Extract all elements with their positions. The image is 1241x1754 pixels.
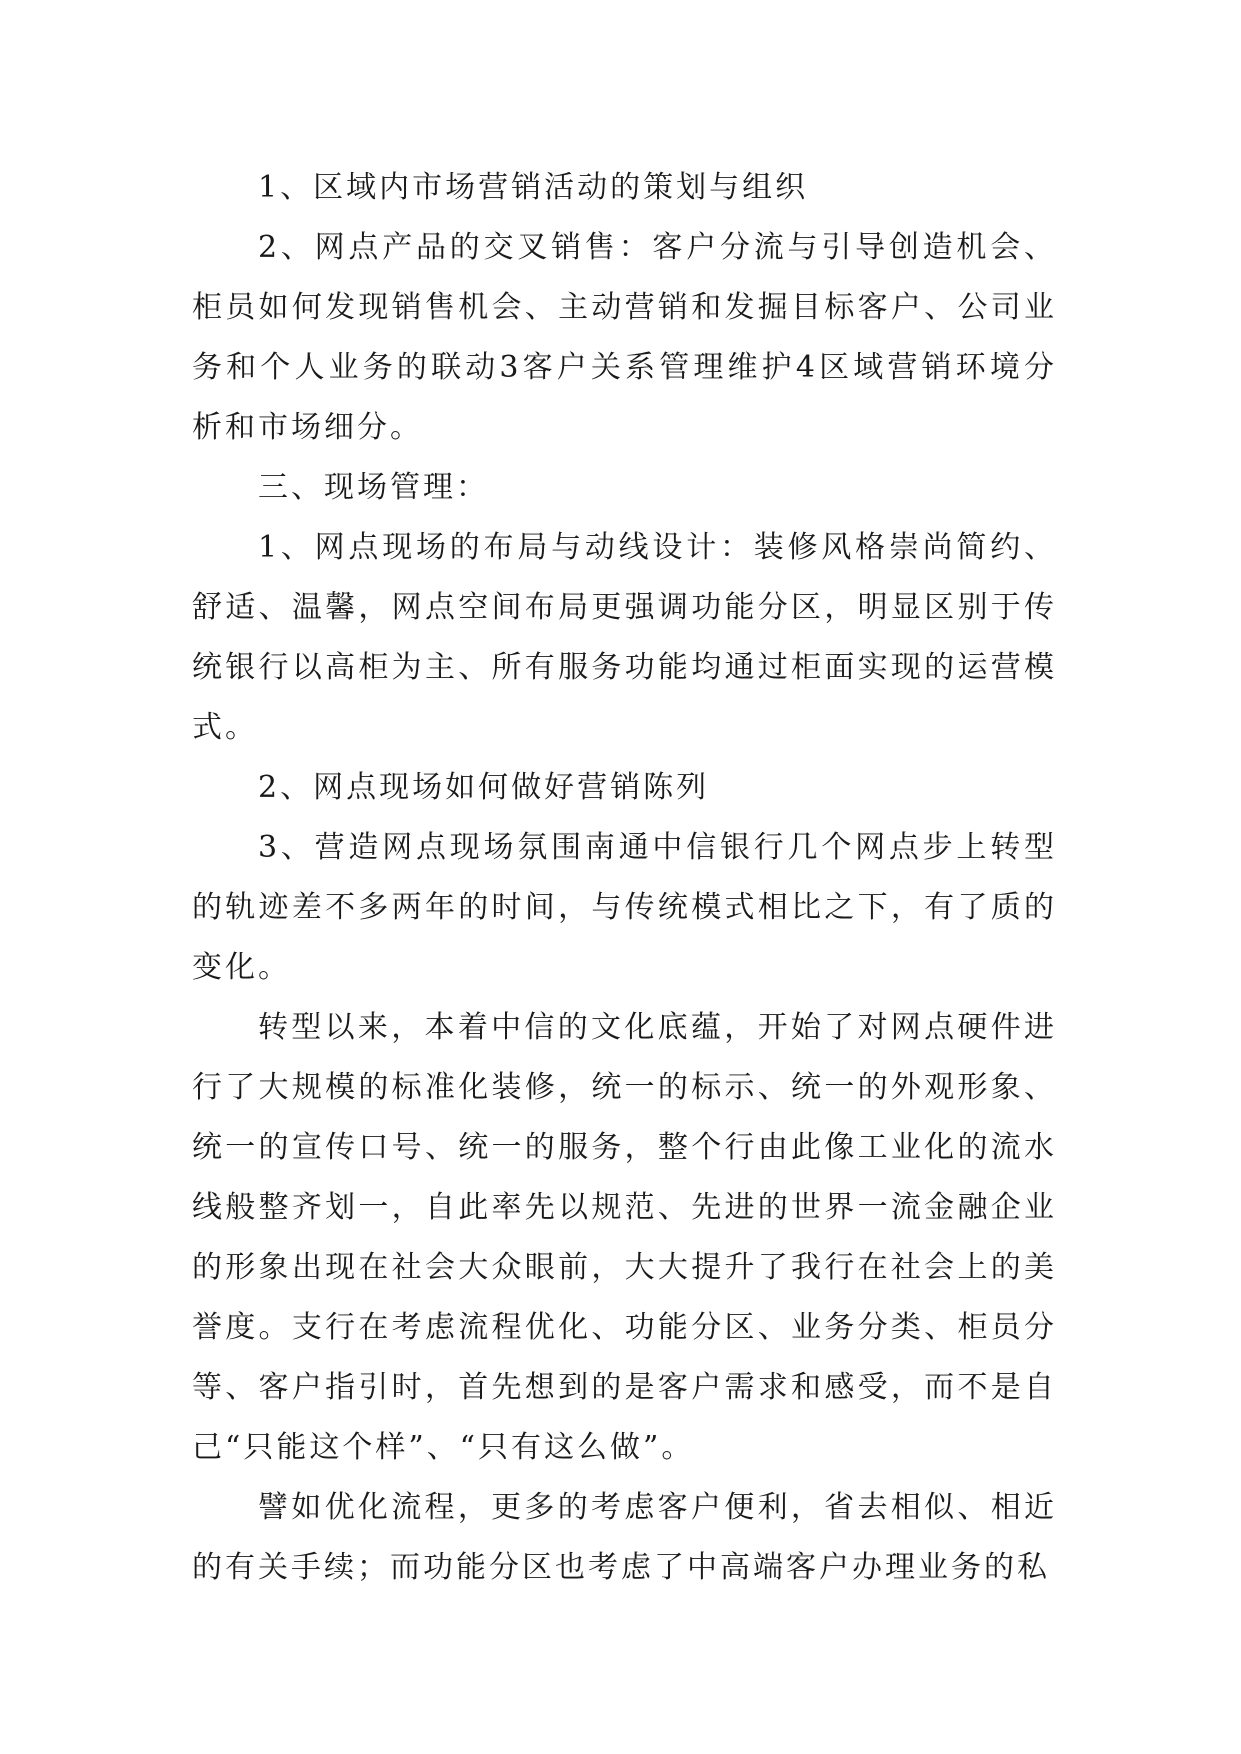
paragraph-1: 1、区域内市场营销活动的策划与组织 bbox=[258, 170, 809, 205]
paragraph-6: 转型以来，本着中信的文化底蕴，开始了对网点硬件进行了大规模的标准化装修，统一的标示、统一的外观形象、统一的宣传口号、统一的服务，整个行由此像工业化的流水线般整齐划一，自此率先以规范、先进的世界一流金融企业的形象出现在社会大众眼前，大大提升了我行在社会上的美誉度。支行在考虑流程优化、功能分区、业务分类、柜员分等、客户指引时，首先想到的是客户需求和感受，而不是自己“只能这个样”、“只有这么做”。 bbox=[192, 1010, 1057, 1465]
paragraph-4: 2、网点现场如何做好营销陈列 bbox=[258, 770, 710, 805]
section-heading: 三、现场管理： bbox=[258, 470, 489, 505]
paragraph-7: 譬如优化流程，更多的考虑客户便利，省去相似、相近的有关手续；而功能分区也考虑了中高端客户办理业务的私 bbox=[192, 1490, 1057, 1585]
document-body bbox=[192, 158, 1057, 1598]
paragraph-2: 2、网点产品的交叉销售：客户分流与引导创造机会、柜员如何发现销售机会、主动营销和发掘目标客户、公司业务和个人业务的联动3客户关系管理维护4区域营销环境分析和市场细分。 bbox=[192, 230, 1057, 445]
paragraph-3: 1、网点现场的布局与动线设计：装修风格崇尚简约、舒适、温馨，网点空间布局更强调功能分区，明显区别于传统银行以高柜为主、所有服务功能均通过柜面实现的运营模式。 bbox=[192, 530, 1057, 745]
paragraph-5: 3、营造网点现场氛围南通中信银行几个网点步上转型的轨迹差不多两年的时间，与传统模式相比之下，有了质的变化。 bbox=[192, 830, 1057, 985]
